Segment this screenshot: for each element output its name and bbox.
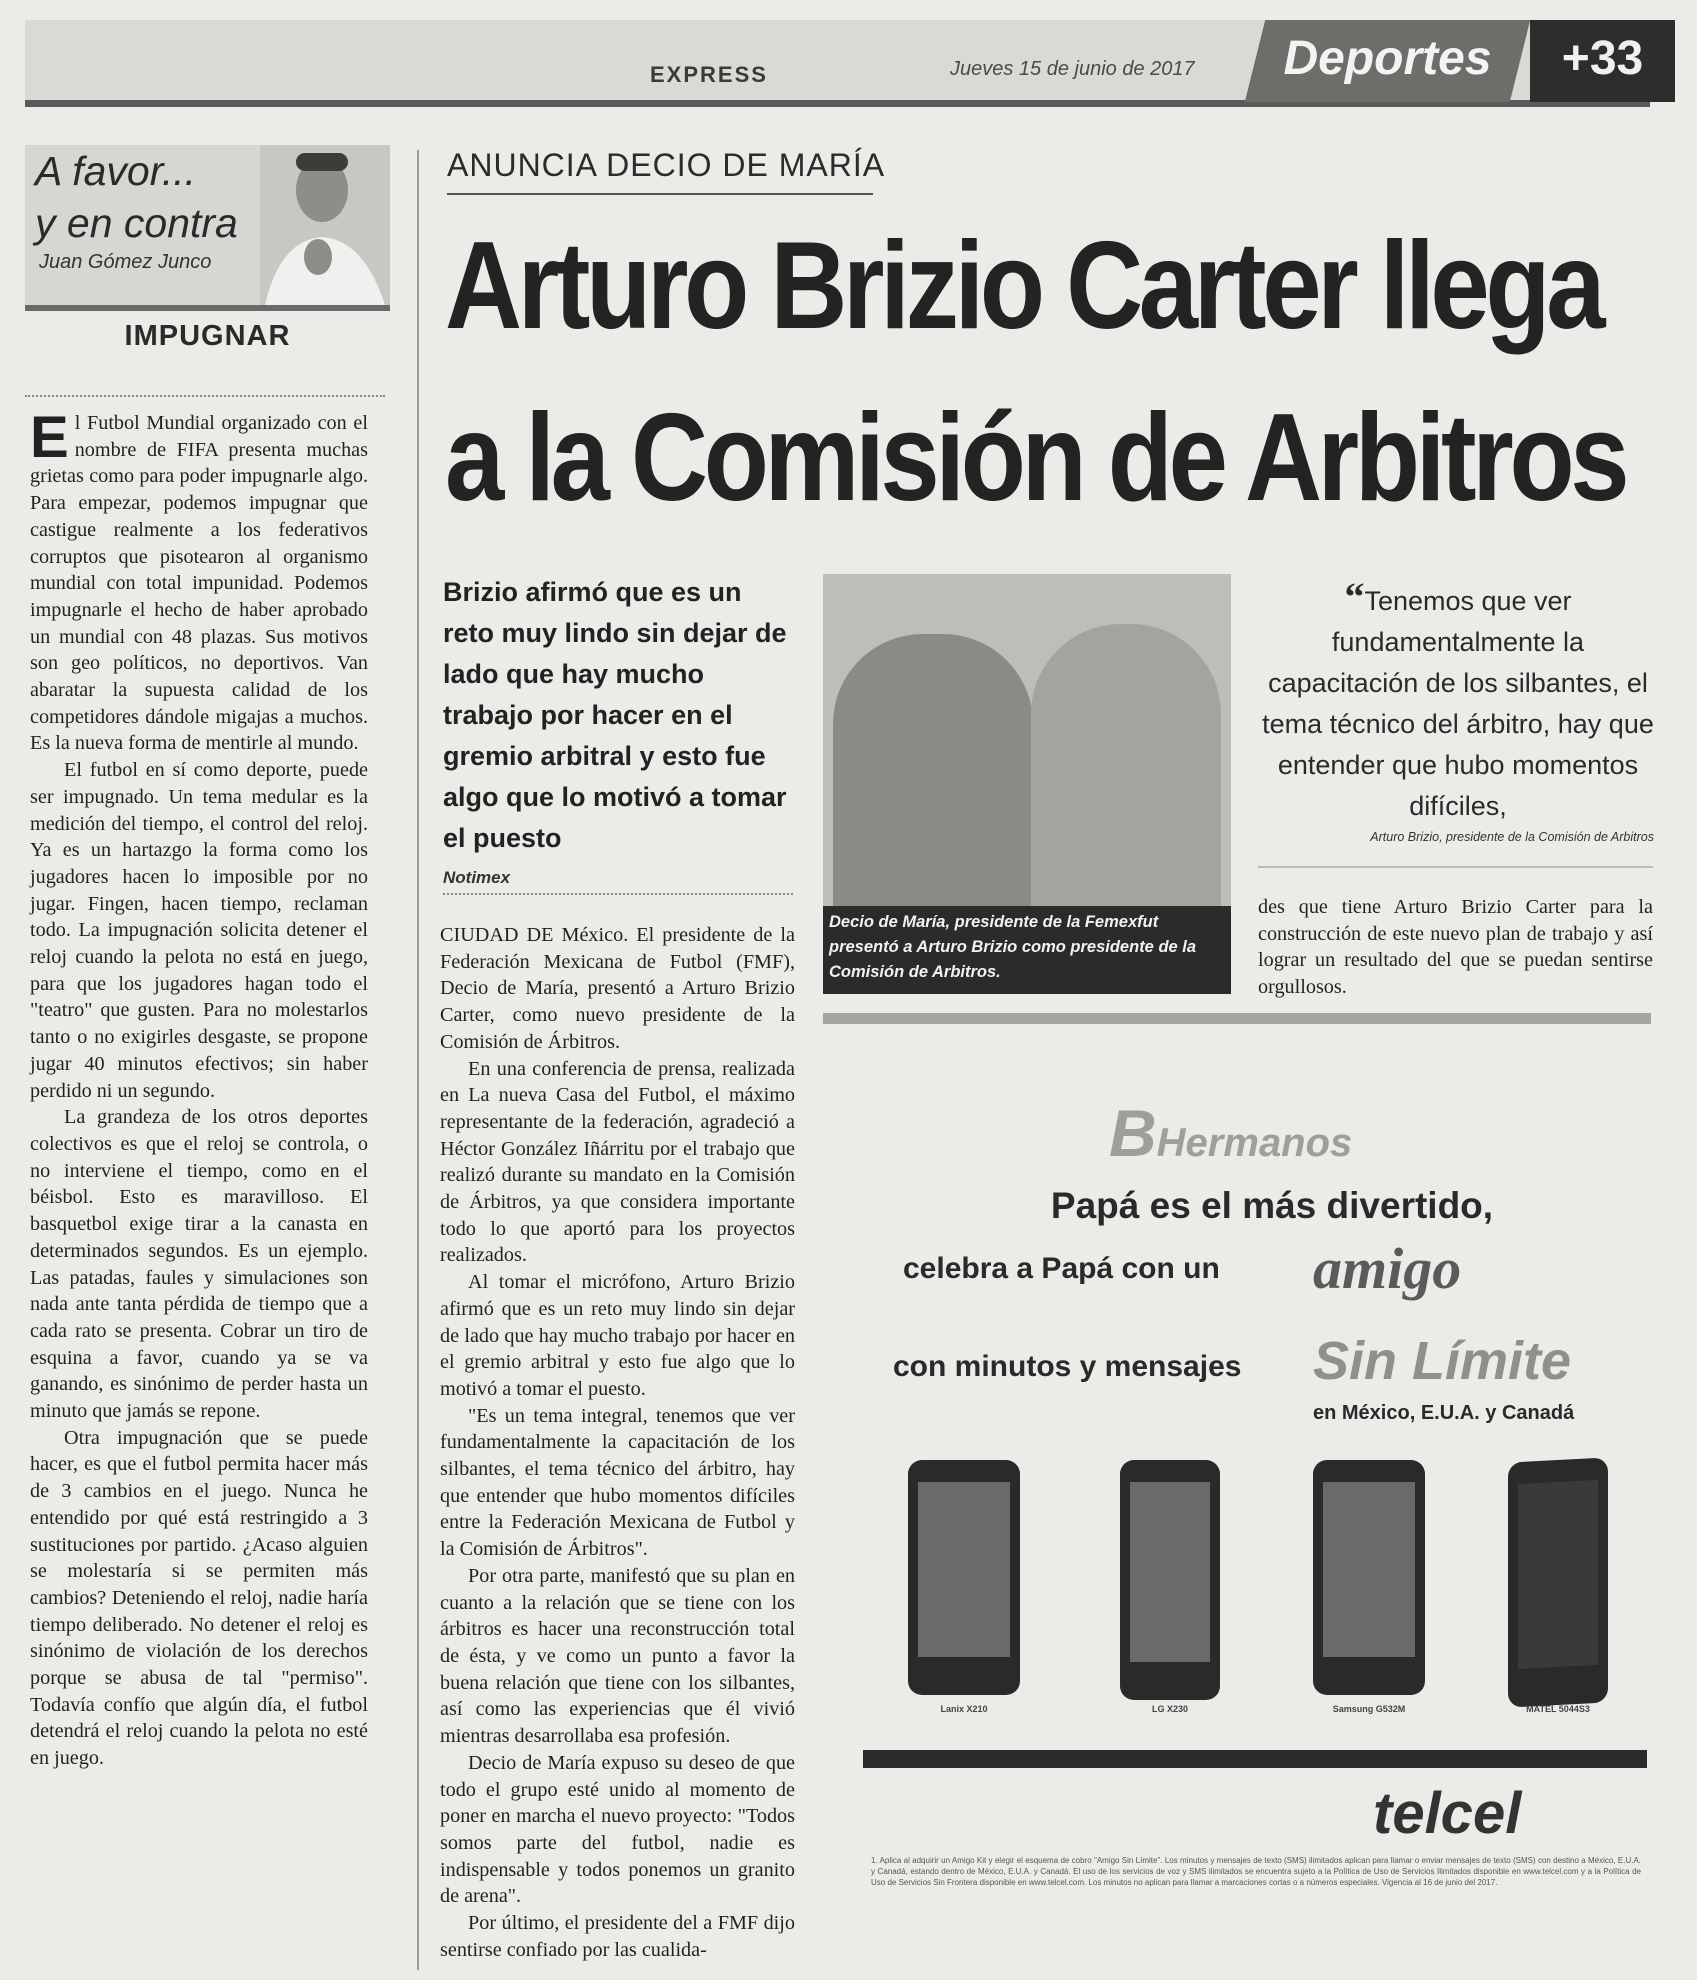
column-divider xyxy=(417,150,419,1970)
sin-limite-logo: Sin Límite xyxy=(1313,1331,1572,1391)
ad-line: con minutos y mensajes xyxy=(893,1350,1242,1383)
drop-cap: E xyxy=(30,405,69,470)
section-tab xyxy=(1245,20,1530,102)
author-portrait-icon xyxy=(260,145,390,305)
article-paragraph: Decio de María expuso su deseo de que todo el grupo esté unido al momento de poner en marcha el nuevo proyecto: "Todos somos parte del futbol, nadie es indispensable y todos ponemos un granito de arena". xyxy=(440,1751,795,1908)
column-banner xyxy=(25,145,390,311)
phone-screen xyxy=(918,1482,1010,1657)
phone-image xyxy=(1508,1457,1608,1707)
phone-model: Samsung G532M xyxy=(1332,1704,1406,1714)
column-paragraph: El futbol en sí como deporte, puede ser impugnado. Un tema medular es la medición del tiempo, el control del reloj. Ya es un hartazgo la forma como los jugadores hacen lo imposible por no jugar. Fingen, hacen tiempo, reclaman todo. La impugnación solicita detener el reloj cuando la pelota no está en juego, para que los jugadores hagan todo el "teatro" que gusten. Para no molestarlos tanto o no exigirles desgaste, se propone jugar 40 minutos efectivos; sin haber perdido ni un segundo. xyxy=(30,759,368,1102)
phone-screen xyxy=(1323,1482,1415,1657)
page-header xyxy=(25,20,1650,107)
headline: Arturo Brizio Carter llega a la Comisión de Arbitros xyxy=(445,217,1626,527)
paper-name: EXPRESS xyxy=(650,62,768,87)
byline: Notimex xyxy=(443,868,511,887)
quote-mark-icon: “ xyxy=(1344,574,1365,619)
telcel-logo: telcel xyxy=(1373,1781,1522,1846)
ad-fine-print: 1. Aplica al adquirir un Amigo Kit y elegir el esquema de cobro "Amigo Sin Límite". Los minutos y mensajes de texto (SMS) ilimitados aplican para llamar o enviar mensajes de texto (SMS) con destino a México, E.U.A. y Canadá, estando dentro de México, E.U.A. y Canadá. El uso de los servicios de voz y SMS ilimitados se encuentra sujeto a la Política de Uso de Servicios Ilimitados disponible en www.telcel.com y a la Política de Uso de Servicios Sin Frontera disponible en www.telcel.com. Los minutos no aplican para llamar a marcaciones cortas o a números especiales. Vigencia al 16 de junio del 2017. xyxy=(871,1856,1641,1887)
author-photo xyxy=(260,145,390,305)
column-title: A favor... y en contra xyxy=(35,148,238,246)
phone-model: MATEL 5044S3 xyxy=(1526,1704,1590,1714)
column-body xyxy=(30,405,368,1772)
ad-headline: Papá es el más divertido, xyxy=(1050,1185,1494,1226)
amigo-logo: amigo xyxy=(1313,1236,1462,1301)
divider xyxy=(1258,866,1653,868)
phone-model: LG X230 xyxy=(1151,1704,1189,1714)
issue-date: Jueves 15 de junio de 2017 xyxy=(950,58,1195,80)
section-label: Deportes xyxy=(1283,32,1493,85)
ad-line: celebra a Papá con un xyxy=(903,1252,1220,1285)
column-paragraph: Otra impugnación que se puede hacer, es que el futbol permita hacer más de 3 cambios en el juego. Nunca he entendido por qué está restringido a 3 sustituciones por partido. ¿Acaso alguien se molestaría si se permiten más cambios? Deteniendo el reloj, nadie haría tiempo deliberado. No detener el reloj es sinónimo de violación de los derechos porque se abusa de tal "permiso". Todavía confío que algún día, el futbol detendrá el reloj cuando la pelota no esté en juego. xyxy=(30,1426,368,1770)
column-heading: IMPUGNAR xyxy=(124,320,291,352)
ad-bar xyxy=(863,1750,1647,1768)
photo-caption: Decio de María, presidente de la Femexfut presentó a Arturo Brizio como presidente de la Comisión de Arbitros. xyxy=(823,906,1231,994)
phone-image xyxy=(908,1460,1020,1695)
article-paragraph: CIUDAD DE México. El presidente de la Federación Mexicana de Futbol (FMF), Decio de María, presentó a Arturo Brizio Carter, como nuevo presidente de la Comisión de Árbitros. xyxy=(440,924,795,1053)
phone-image xyxy=(1313,1460,1425,1695)
article-paragraph: En una conferencia de prensa, realizada en La nueva Casa del Futbol, el máximo representante de la federación, agradeció a Héctor González Iñárritu por el trabajo que realizó durante su mandato en la Comisión de Árbitros, ya que considera importante todo lo que aportó para los proyectos realizados. xyxy=(440,1057,795,1267)
column-author: Juan Gómez Junco xyxy=(39,251,212,273)
column-paragraph: La grandeza de los otros deportes colectivos es que el reloj se controla, o no interviene el tiempo, como en el béisbol. Esto es maravilloso. El basquetbol exige tirar a la canasta en determinados segundos. Es un ejemplo. Las patadas, faules y simulaciones son nada ante tanta pérdida de tiempo que a cada rato se presenta. Cobrar un tiro de esquina a favor, cuando ya se va ganando, es sinónimo de perder hasta un minuto que jamás se repone. xyxy=(30,1106,368,1423)
article-paragraph: Al tomar el micrófono, Arturo Brizio afirmó que es un reto muy lindo sin dejar de lado que hay mucho trabajo por hacer en el gremio arbitral y esto fue algo que lo motivó a tomar el puesto. xyxy=(440,1271,795,1400)
deck: Brizio afirmó que es un reto muy lindo sin dejar de lado que hay mucho trabajo por hacer en el gremio arbitral y esto fue algo que lo motivó a tomar el puesto xyxy=(443,577,787,853)
ad-line: en México, E.U.A. y Canadá xyxy=(1313,1402,1575,1424)
column-paragraph: El Futbol Mundial organizado con el nombre de FIFA presenta muchas grietas como para poder impugnarle algo. Para empezar, podemos impugnar que castigue realmente a los federativos corruptos que pisotearon al organismo mundial con total impunidad. Podemos impugnarle el hecho de haber aprobado un mundial con 48 plazas. Sus motivos son geo políticos, no deportivos. Van abaratar la supuesta calidad de los competidores dándole migajas a muchos. Es la nueva forma de mentirle al mundo. xyxy=(30,405,368,755)
divider xyxy=(25,395,385,397)
quote-attribution: Arturo Brizio, presidente de la Comisión de Arbitros xyxy=(1370,830,1654,844)
phone-model: Lanix X210 xyxy=(940,1704,988,1714)
divider xyxy=(443,893,793,895)
article-paragraph: "Es un tema integral, tenemos que ver fundamentalmente la capacitación de los silbantes, el tema técnico del árbitro, hay que entender que hubo momentos difíciles entre la Federación Mexicana de Futbol y la Comisión de Árbitros". xyxy=(440,1404,795,1561)
person-silhouette xyxy=(1031,624,1221,954)
kicker: ANUNCIA DECIO DE MARÍA xyxy=(447,147,886,183)
phone-screen xyxy=(1518,1480,1598,1669)
ad-separator xyxy=(823,1013,1651,1024)
article-continuation: des que tiene Arturo Brizio Carter para la construcción de este nuevo plan de trabajo y así lograr un resultado del que se puedan sentirse orgullosos. xyxy=(1258,896,1653,999)
kicker-rule xyxy=(447,193,873,195)
article-photo xyxy=(823,574,1231,994)
telcel-advertisement xyxy=(823,1040,1651,1960)
pull-quote: “Tenemos que ver fundamentalmente la capacitación de los silbantes, el tema técnico del árbitro, hay que entender que hubo momentos difíciles, xyxy=(1262,574,1654,821)
page-number: +33 xyxy=(1530,20,1675,102)
article-paragraph: Por otra parte, manifestó que su plan en cuanto a la relación que se tiene con los árbitros es hacer una reconstrucción total de ésta, y ve como un punto a favor la buena relación que tiene con los silbantes, así como las experiencias que él vivió mientras desarrollaba esa profesión. xyxy=(440,1564,795,1748)
article-paragraph: Por último, el presidente del a FMF dijo sentirse confiado por las cualida- xyxy=(440,1912,795,1961)
article-body xyxy=(440,922,795,1963)
phone-screen xyxy=(1130,1482,1210,1662)
brand-logo: BHermanos xyxy=(1109,1096,1353,1170)
phone-image xyxy=(1120,1460,1220,1700)
